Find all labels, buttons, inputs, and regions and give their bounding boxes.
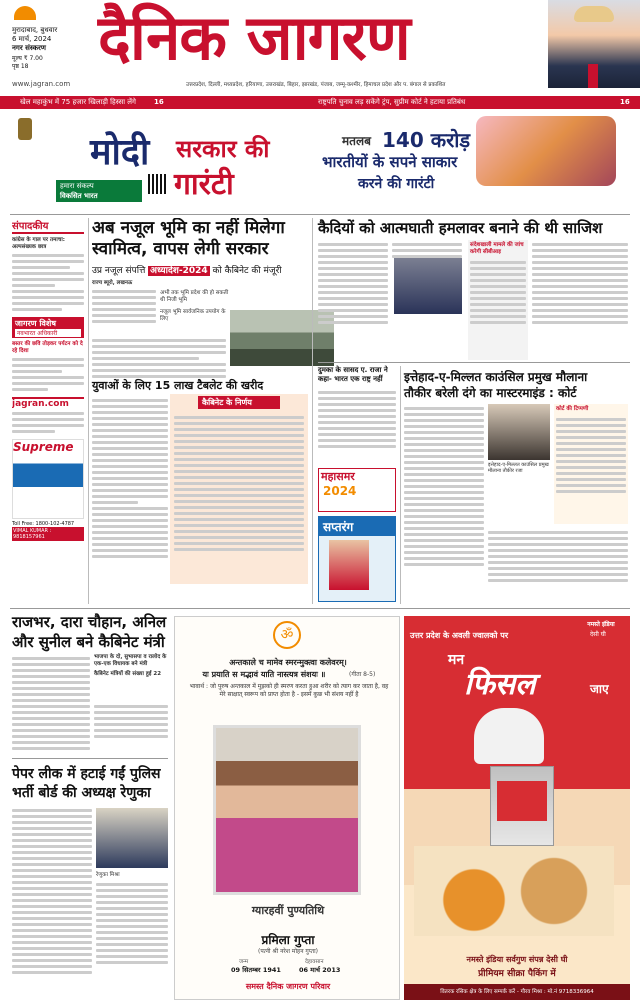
birth-date: 09 सितम्बर 1941 — [231, 966, 281, 974]
topbar-right-page: 16 — [620, 98, 630, 106]
kaidi-headline[interactable]: कैदियों को आत्मघाती हमलावर बनाने की थी साजिश — [318, 219, 603, 237]
vishesh-head[interactable]: बस्तर की छवि तोड़कर पर्यटन को दे रहे दिशा — [12, 341, 83, 354]
ad-sapne: भारतीयों के सपने साकार — [322, 153, 458, 171]
imc-headline-1[interactable]: इत्तेहाद-ए-मिल्लत काउंसिल प्रमुख मौलाना — [404, 370, 588, 384]
obituary-ad — [174, 616, 400, 1000]
ad-photo-collage — [476, 116, 616, 186]
ghee-tin — [490, 766, 554, 846]
supreme-vimal: VIMAL KUMAR : 9818157961 — [12, 527, 84, 541]
ad-modi: मोदी — [90, 126, 149, 175]
emblem-icon — [18, 118, 32, 140]
ad-right-premium: प्रीमियम सीक्रा पैकिंग में — [478, 969, 556, 979]
ad-right-jaye: जाए — [590, 682, 609, 696]
gita-ref: (गीता 8-5) — [349, 671, 376, 678]
topbar-left[interactable]: खेल महाकुंभ में 75 हजार खिलाड़ी हिस्सा लेंगे — [20, 98, 136, 106]
death-date: 06 मार्च 2013 — [299, 966, 341, 974]
jagran-vishesh-box — [12, 317, 84, 338]
chef-hat-icon — [474, 708, 544, 764]
mahasamar-year: 2024 — [323, 484, 357, 498]
supreme-tollfree: Toll Free: 1800-102-4787 — [12, 521, 75, 527]
lead-subhead-tag: अध्यादेश-2024 — [150, 266, 208, 276]
mahasamar: महासमर — [321, 470, 355, 483]
bhavarth: भावार्थ : जो पुरुष अन्तकाल में मुझको ही स्मरण करता हुआ शरीर को त्याग कर जाता है, वह मेरे साक्षात् स्वरूप को प्राप्त होता है - इसमें कुछ भी संशय नहीं है — [189, 683, 389, 698]
renuka-photo — [96, 808, 168, 868]
ad-right-contact: वितरक रसिक क्षेत्र के लिए सम्पर्क करें - गौरव मिश्रा : मो.नं 9718336964 — [404, 984, 630, 1000]
rajbhar-bullet-1: भाजपा के दो, सुभासपा व रालोद के एक-एक विधायक बने मंत्री — [94, 654, 167, 667]
ad-viksit: विकसित भारत — [60, 192, 98, 200]
paper-headline-1[interactable]: पेपर लीक में हटाई गईं पुलिस — [12, 766, 161, 782]
topbar-right[interactable]: राष्ट्रपति चुनाव लड़ सकेंगे ट्रंप, सुप्रीम कोर्ट ने हटाया प्रतिबंध — [318, 98, 466, 106]
birth-label: जन्म — [239, 959, 249, 965]
trump-photo — [548, 0, 640, 88]
saptrang-box — [318, 516, 396, 602]
date: 6 मार्च, 2024 — [12, 35, 52, 43]
sampadkiya-item[interactable]: कांग्रेस के गाल पर तमाचा: अल्पसंख्यक छात्र — [12, 237, 65, 250]
qr-code-icon — [148, 174, 168, 194]
site-url[interactable]: www.jagran.com — [12, 80, 71, 88]
ad-right-brand: नमस्ते इंडिया — [587, 621, 615, 628]
punyatithi: ग्यारहवीं पुण्यतिथि — [251, 904, 325, 917]
dumka-headline[interactable]: दुमका के सासद ए. राजा ने कहा- भारत एक राष्ट्र नहीं — [318, 366, 388, 383]
mahasamar-box — [318, 468, 396, 512]
lead-subhead-post: को कैबिनेट की मंजूरी — [212, 266, 282, 276]
ad-matlab: मतलब — [342, 134, 372, 148]
rajbhar-bullets — [94, 654, 168, 678]
ad-right-tagline: नमस्ते इंडिया सर्वगुण संपन्न देसी घी — [466, 955, 568, 964]
pages: पृष्ठ 18 — [12, 63, 29, 70]
saptrang-photo — [329, 540, 369, 590]
cabinet-decisions-box — [170, 394, 308, 584]
jagran-url[interactable]: jagran.com — [12, 397, 84, 409]
supreme-ad — [12, 439, 84, 519]
tauqeer-photo — [488, 404, 550, 460]
edition: नगर संस्करण — [12, 44, 46, 52]
imc-comment-box — [554, 404, 628, 524]
ad-karne: करने की गारंटी — [358, 176, 435, 192]
jagran-sun-logo — [14, 6, 36, 20]
paper-headline-2[interactable]: भर्ती बोर्ड की अध्यक्ष रेणुका — [12, 785, 151, 801]
ad-right-man: मन — [448, 652, 465, 668]
namaste-india-ad — [404, 616, 630, 1000]
newspaper-title: दैनिक जागरण — [98, 1, 410, 74]
saptrang: सप्तरंग — [319, 517, 395, 536]
lead-headline-1[interactable]: अब नजूल भूमि का नहीं मिलेगा — [92, 218, 285, 238]
obit-relation: (पत्नी श्री नरेश मोहन गुप्ता) — [258, 948, 318, 955]
left-sidebar — [12, 218, 84, 606]
shloka-1: अन्तकाले च मामेव स्मरन्मुक्त्वा कलेवरम्। — [229, 658, 347, 667]
states-line: उत्तरप्रदेश, दिल्ली, मध्यप्रदेश, हरियाणा, उत्तराखंड, बिहार, झारखंड, पंजाब, जम्मू-कश्मीर, हिमाचल प्रदेश और प. बंगाल से प्रकाशित — [186, 82, 446, 88]
rajbhar-bullet-2: कैबिनेट मंत्रियों की संख्या हुई 22 — [94, 671, 162, 677]
ad-sarkar: सरकार की — [176, 135, 270, 163]
price: मूल्य ₹ 7.00 — [12, 55, 43, 62]
om-icon: ॐ — [273, 621, 301, 649]
ad-right-top: उत्तर प्रदेश के अवली ज्वालको पर — [410, 631, 509, 640]
rajbhar-headline-1[interactable]: राजभर, दारा चौहान, अनिल — [12, 613, 167, 631]
kaidi-photo — [394, 258, 462, 314]
shloka-2: यः प्रयाति स मद्भावं याति नास्त्यत्र संशयः ॥ — [202, 670, 326, 679]
obit-portrait — [213, 725, 361, 895]
ad-crore: 140 करोड़ — [382, 128, 471, 152]
jagran-vishesh: जागरण विशेष — [15, 319, 56, 328]
lead-point-2: नजूल भूमि सार्वजनिक उपयोग के लिए — [160, 309, 226, 322]
rajbhar-headline-2[interactable]: और सुनील बने कैबिनेट मंत्री — [12, 633, 165, 651]
lead-headline-2[interactable]: स्वामित्व, वापस लेगी सरकार — [92, 239, 269, 259]
kaidi-box-title[interactable]: संदेशखाली मामले की जांच करेगी सीबीआइ — [470, 242, 524, 255]
dateline: मुरादाबाद, बुधवार — [12, 26, 58, 34]
ad-sankalp-box — [56, 180, 142, 202]
sweets-plate — [414, 846, 614, 936]
lead-subhead-pre: उप्र नजूल संपत्ति — [92, 266, 146, 276]
imc-caption: इत्तेहाद-ए-मिल्लत काउंसिल प्रमुख मौलाना तौकीर रजा — [488, 462, 549, 474]
death-label: देहावसान — [305, 959, 324, 965]
ad-right-fisal: फिसल — [464, 667, 536, 702]
lead-byline: राज्य ब्यूरो, लखनऊ — [92, 280, 133, 286]
cabinet-label: कैबिनेट के निर्णय — [198, 396, 280, 409]
imc-headline-2[interactable]: तौकीर बरेली दंगे का मास्टरमाइंड : कोर्ट — [404, 386, 577, 400]
imc-comment: कोर्ट की टिप्पणी — [556, 406, 589, 412]
sampadkiya-label: संपादकीय — [12, 218, 84, 234]
masthead — [0, 0, 640, 96]
modi-guarantee-ad — [10, 112, 630, 202]
tablet-headline[interactable]: युवाओं के लिए 15 लाख टैबलेट की खरीद — [92, 379, 264, 392]
top-news-bar — [0, 96, 640, 109]
obit-family: समस्त दैनिक जागरण परिवार — [245, 982, 331, 991]
supreme-logo: Supreme — [13, 440, 74, 454]
navbharat: नवभारत अधिकारी — [15, 329, 81, 337]
ad-right-desi: देसी घी — [590, 631, 606, 638]
renuka-caption: रेणुका मिश्रा — [96, 872, 120, 878]
obit-name: प्रमिला गुप्ता — [261, 933, 315, 947]
topbar-left-page: 16 — [154, 98, 164, 106]
lead-point-1: अभी तक भूमि प्रदेश की हो सकती थी निजी भूमि — [160, 290, 229, 303]
ad-guarantee: गारंटी — [174, 167, 234, 202]
kaidi-box — [468, 240, 528, 360]
ad-sankalp: हमारा संकल्प — [60, 182, 94, 190]
